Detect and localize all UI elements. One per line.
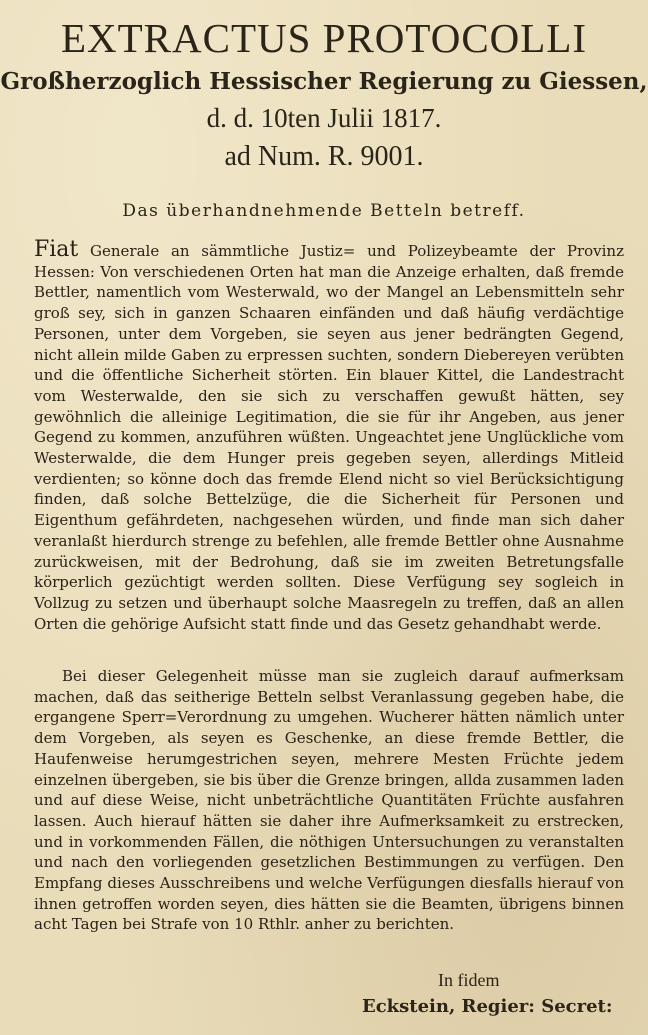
document-date: d. d. 10ten Julii 1817. bbox=[206, 103, 442, 133]
signature: Eckstein, Regier: Secret: bbox=[362, 996, 613, 1017]
document-number: ad Num. R. 9001. bbox=[224, 141, 424, 172]
issuing-authority: Großherzoglich Hessischer Regierung zu Giessen, bbox=[0, 68, 648, 95]
in-fidem: In fidem bbox=[438, 970, 500, 990]
document-subject: Das überhandnehmende Betteln betreff. bbox=[122, 201, 526, 221]
body-paragraph-1 bbox=[34, 237, 624, 634]
document-title: EXTRACTUS PROTOCOLLI bbox=[60, 15, 588, 61]
paragraph-1-text: Generale an sämmtliche Justiz= und Polizeybeamte der Provinz Hessen: Von verschiedenen Orten hat man die Anzeige erhalten, daß fremde Bettler, namentlich vom Westerwald, wo der Mangel an Lebensmitteln sehr groß sey, sich in ganzen Schaaren einfänden und daß häufig verdächtige Personen, unter dem Vorgeben, sie seyen aus jener bedrängten Gegend, nicht allein milde Gaben zu erpressen suchten, sondern Diebereyen verübten und die öffentliche Sicherheit störten. Ein blauer Kittel, die Landestracht vom Westerwalde, den sie sich zu verschaffen gewußt hätten, sey gewöhnlich die alleinige Legitimation, die sie für ihr Angeben, aus jener Gegend zu kommen, anzuführen wüßten. Ungeachtet jene Unglückliche vom Westerwalde, die dem Hunger preis gegeben seyen, allerdings Mitleid verdienten; so könne doch das fremde Elend nicht so viel Berücksichtigung finden, daß solche Bettelzüge, die die Sicherheit für Personen und Eigenthum gefährdeten, nachgesehen würden, und finde man sich daher veranlaßt hierdurch strenge zu befehlen, alle fremde Bettler ohne Ausnahme zurückweisen, mit der Bedrohung, daß sie im zweiten Betretungsfalle körperlich gezüchtigt werden sollten. Diese Verfügung sey sogleich in Vollzug zu setzen und überhaupt solche Maasregeln zu treffen, daß an allen Orten die gehörige Aufsicht statt finde und das Gesetz gehandhabt werde. bbox=[34, 242, 624, 633]
initial-word: Fiat bbox=[34, 237, 79, 262]
body-paragraph-2: Bei dieser Gelegenheit müsse man sie zugleich darauf aufmerksam machen, daß das seitherige Betteln selbst Veranlassung gegeben habe, die ergangene Sperr=Verordnung zu umgehen. Wucherer hätten nämlich unter dem Vorgeben, als seyen es Geschenke, an diese fremde Bettler, die Haufenweise herumgestrichen seyen, mehrere Mesten Früchte jedem einzelnen übergeben, sie bis über die Grenze bringen, allda zusammen laden und auf diese Weise, nicht unbeträchtliche Quantitäten Früchte ausfahren lassen. Auch hierauf hätten sie daher ihre Aufmerksamkeit zu erstrecken, und in vorkommenden Fällen, die nöthigen Untersuchungen zu veranstalten und nach den vorliegenden gesetzlichen Bestimmungen zu verfügen. Den Empfang dieses Ausschreibens und welche Verfügungen diesfalls hierauf von ihnen getroffen worden seyen, dies hätten sie die Beamten, übrigens binnen acht Tagen bei Strafe von 10 Rthlr. anher zu berichten. bbox=[34, 667, 624, 934]
